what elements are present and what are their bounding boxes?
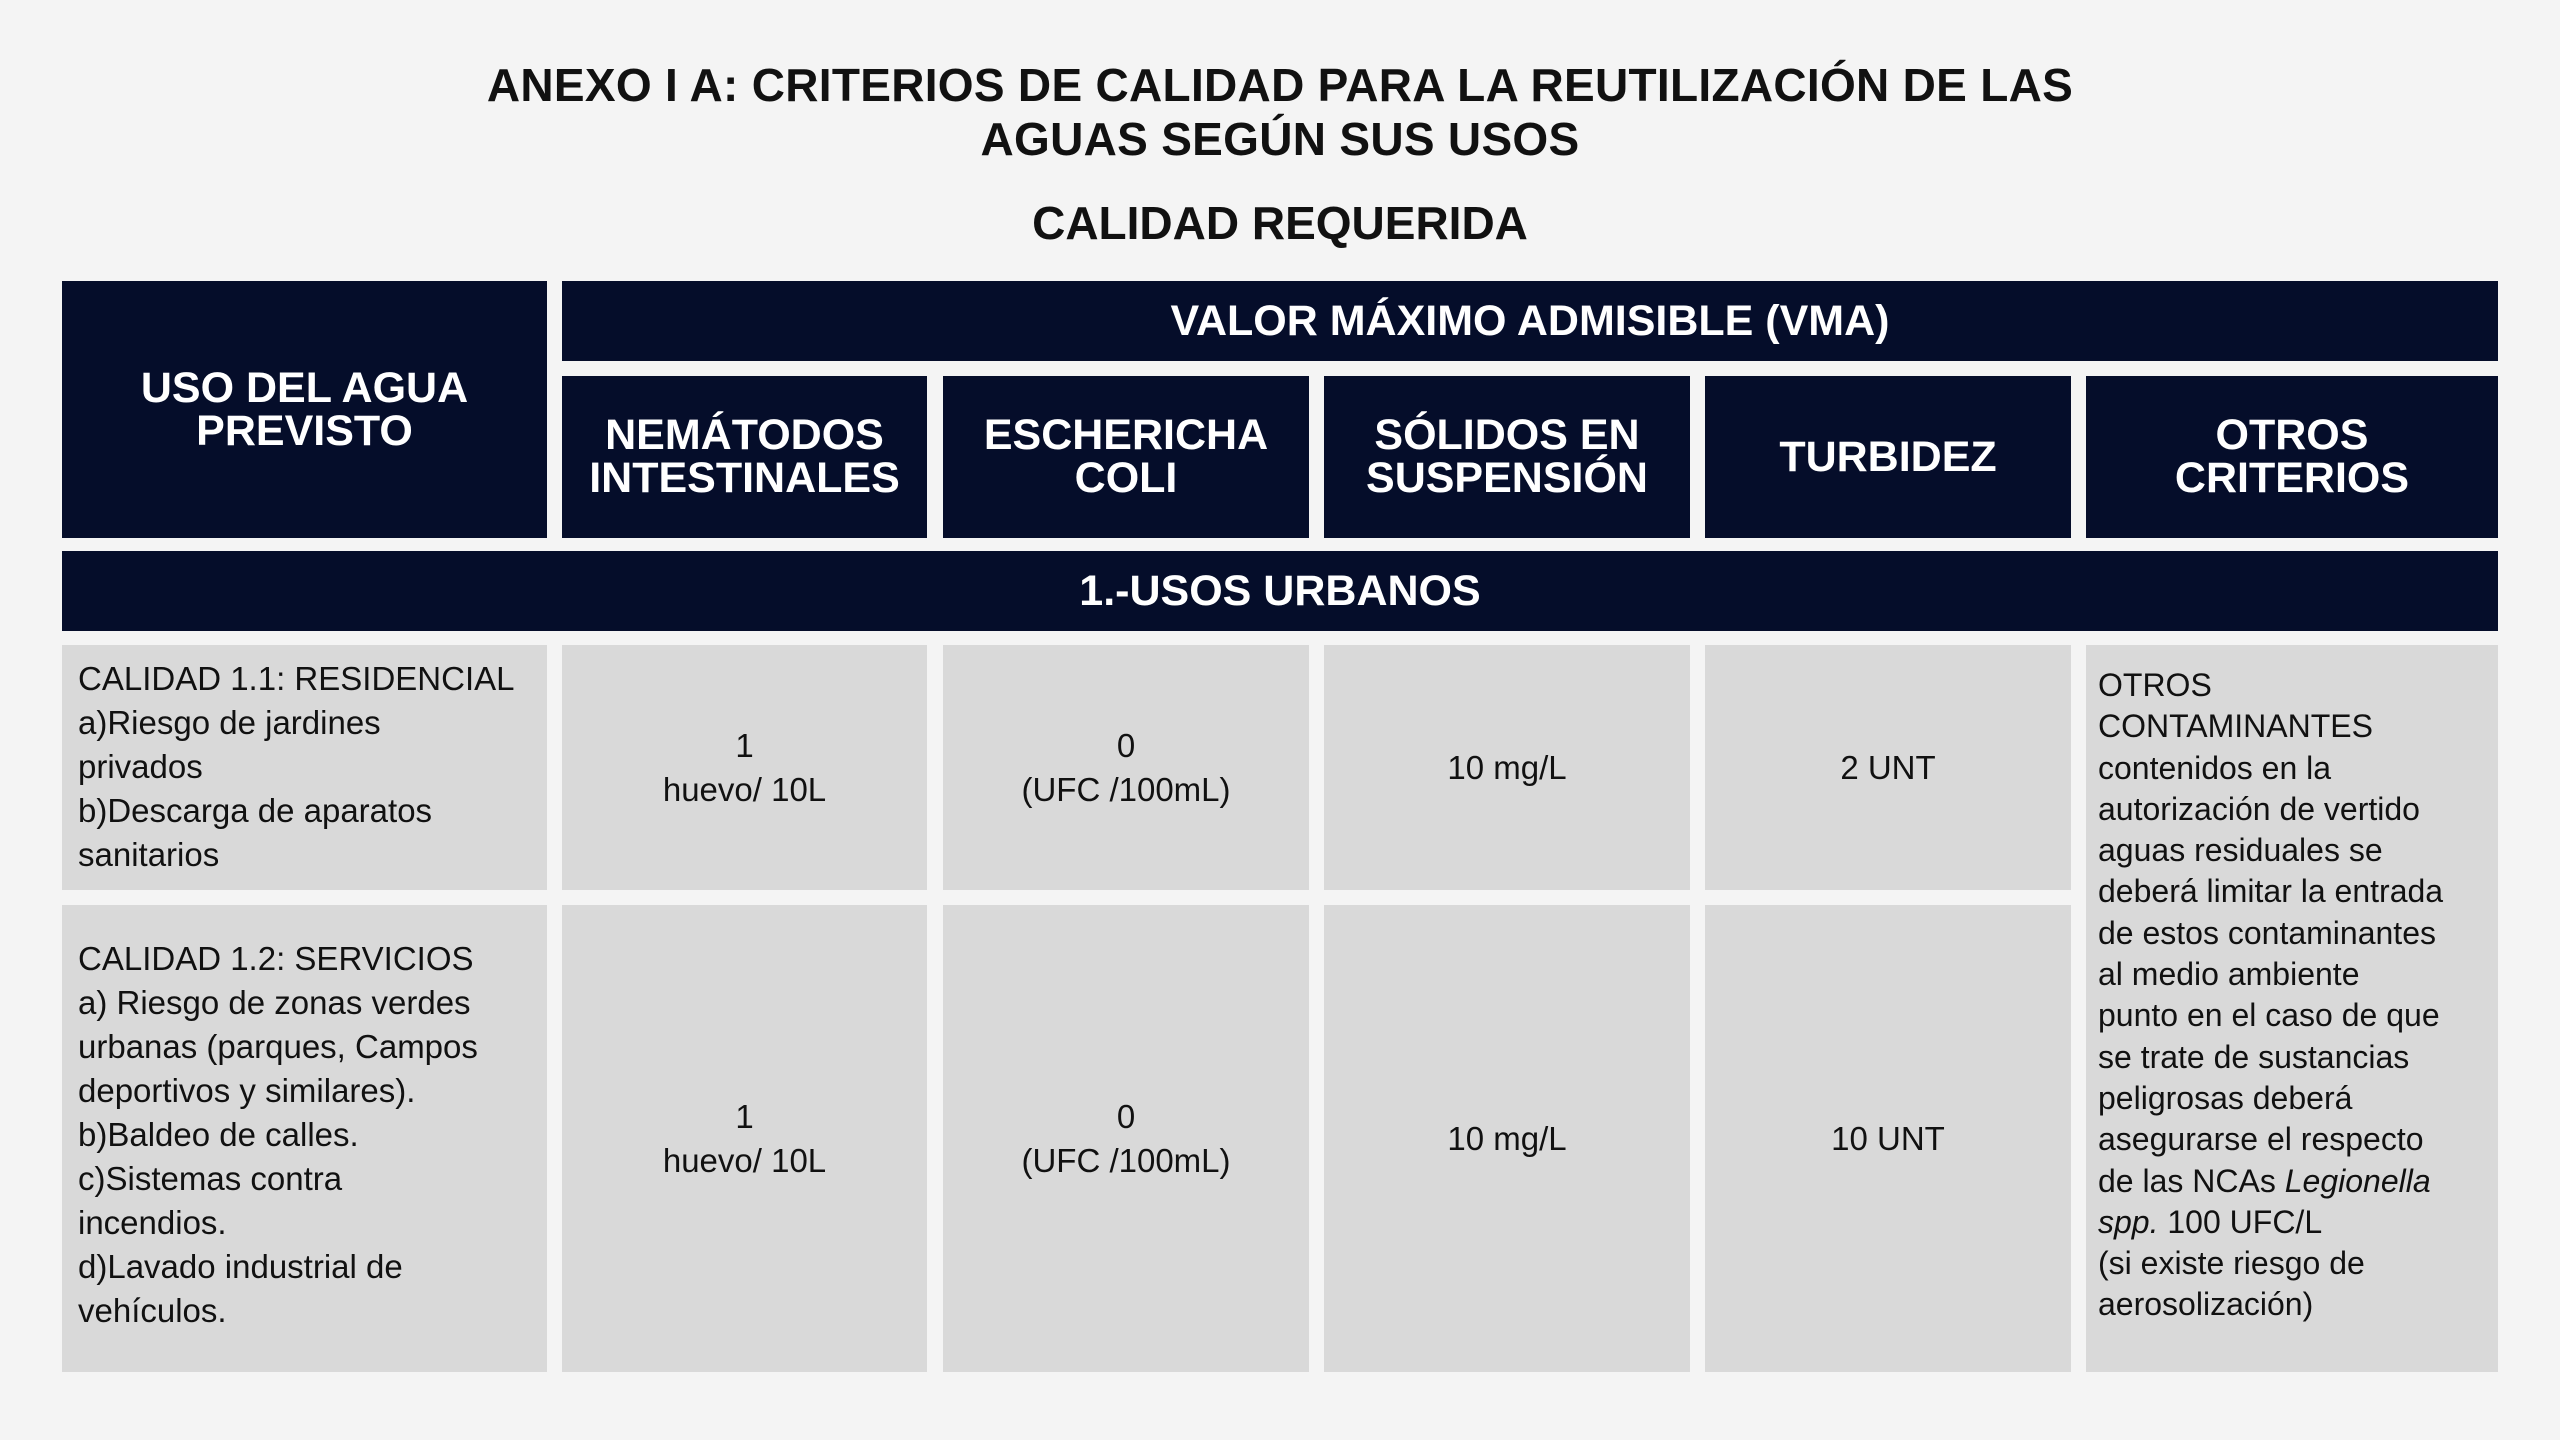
row-2-nematodos	[562, 905, 927, 1372]
row-1-ecoli	[943, 645, 1309, 890]
otros-line: peligrosas deberá	[2098, 1079, 2353, 1116]
row-1-uso-line: privados	[78, 748, 203, 785]
otros-legionella: Legionella	[2284, 1162, 2431, 1199]
header-col-ecoli-line-1: ESCHERICHA	[983, 411, 1269, 459]
otros-line: OTROS	[2098, 667, 2212, 703]
row-1-solidos-value: 10 mg/L	[1447, 748, 1567, 786]
otros-line: punto en el caso de que	[2098, 997, 2440, 1034]
row-2-nematodos-unit: huevo/ 10L	[662, 1141, 827, 1179]
otros-line: se trate de sustancias	[2098, 1038, 2410, 1075]
header-col-nematodos-line-1: NEMÁTODOS	[605, 411, 884, 459]
row-1-uso	[62, 645, 547, 890]
row-1-turbidez	[1705, 645, 2071, 890]
header-col-otros	[2086, 376, 2498, 538]
otros-criterios-cell	[2086, 645, 2498, 1372]
row-2-solidos-value: 10 mg/L	[1447, 1119, 1567, 1157]
row-2-uso-line: c)Sistemas contra	[78, 1160, 343, 1197]
otros-line: (si existe riesgo de	[2098, 1245, 2365, 1282]
otros-line: autorización de vertido	[2098, 790, 2420, 827]
otros-line: contenidos en la	[2098, 749, 2332, 786]
otros-line: de estos contaminantes	[2098, 914, 2436, 951]
row-2-nematodos-value: 1	[735, 1097, 754, 1135]
otros-spp: spp.	[2098, 1203, 2159, 1240]
title-line-1: ANEXO I A: CRITERIOS DE CALIDAD PARA LA REUTILIZACIÓN DE LAS	[486, 59, 2074, 111]
row-2-ecoli-unit: (UFC /100mL)	[1021, 1141, 1231, 1179]
header-uso-line-2: PREVISTO	[196, 406, 413, 455]
otros-line-spp	[2098, 1202, 2486, 1243]
header-col-turbidez	[1705, 376, 2071, 538]
row-2-uso-line: b)Baldeo de calles.	[78, 1116, 359, 1153]
row-1-uso-line: b)Descarga de aparatos	[78, 792, 433, 829]
header-col-otros-line-2: CRITERIOS	[2174, 454, 2410, 502]
header-uso-del-agua	[62, 281, 547, 538]
row-2-ecoli	[943, 905, 1309, 1372]
header-col-nematodos	[562, 376, 927, 538]
header-col-otros-line-1: OTROS	[2215, 411, 2369, 459]
row-1-solidos	[1324, 645, 1690, 890]
row-2-uso	[62, 905, 547, 1372]
header-col-nematodos-line-2: INTESTINALES	[589, 454, 900, 502]
page-subtitle: CALIDAD REQUERIDA	[1032, 197, 1528, 249]
otros-ufc: 100 UFC/L	[2158, 1203, 2323, 1240]
row-1-turbidez-value: 2 UNT	[1840, 748, 1936, 786]
row-2-turbidez	[1705, 905, 2071, 1372]
otros-line: deberá limitar la entrada	[2098, 873, 2444, 910]
page-title	[0, 58, 2560, 166]
row-2-turbidez-value: 10 UNT	[1831, 1119, 1945, 1157]
row-1-uso-line: sanitarios	[78, 836, 220, 873]
row-1-nematodos	[562, 645, 927, 890]
row-2-uso-line: urbanas (parques, Campos	[78, 1028, 478, 1065]
header-vma: VALOR MÁXIMO ADMISIBLE (VMA)	[562, 281, 2498, 361]
row-1-uso-line: a)Riesgo de jardines	[78, 704, 381, 741]
row-1-ecoli-unit: (UFC /100mL)	[1021, 770, 1231, 808]
row-1-nematodos-unit: huevo/ 10L	[662, 770, 827, 808]
otros-line: al medio ambiente	[2098, 956, 2360, 993]
section-usos-urbanos: 1.-USOS URBANOS	[62, 551, 2498, 631]
row-2-uso-line: deportivos y similares).	[78, 1072, 416, 1109]
otros-line: asegurarse el respecto	[2098, 1121, 2424, 1158]
header-col-ecoli	[943, 376, 1309, 538]
otros-line: aguas residuales se	[2098, 832, 2383, 869]
otros-line: aerosolización)	[2098, 1286, 2314, 1323]
title-line-2: AGUAS SEGÚN SUS USOS	[980, 113, 1580, 165]
row-2-uso-line: a) Riesgo de zonas verdes	[78, 984, 471, 1021]
header-col-ecoli-line-2: COLI	[1074, 454, 1178, 502]
row-1-uso-line: CALIDAD 1.1: RESIDENCIAL	[78, 660, 515, 697]
row-1-nematodos-value: 1	[735, 726, 754, 764]
header-col-solidos-line-2: SUSPENSIÓN	[1366, 454, 1648, 502]
header-col-solidos-line-1: SÓLIDOS EN	[1374, 411, 1640, 459]
header-col-solidos	[1324, 376, 1690, 538]
row-2-solidos	[1324, 905, 1690, 1372]
row-2-uso-line: vehículos.	[78, 1292, 227, 1329]
otros-line: CONTAMINANTES	[2098, 708, 2373, 745]
row-1-ecoli-value: 0	[1116, 726, 1136, 764]
row-2-uso-line: CALIDAD 1.2: SERVICIOS	[78, 940, 474, 977]
otros-line-legionella	[2098, 1161, 2486, 1202]
row-2-ecoli-value: 0	[1116, 1097, 1136, 1135]
header-uso-line-1: USO DEL AGUA	[140, 363, 469, 412]
row-2-uso-line: incendios.	[78, 1204, 227, 1241]
header-col-turbidez-line-1: TURBIDEZ	[1779, 432, 1997, 481]
otros-ncas-prefix: de las NCAs	[2098, 1162, 2285, 1199]
row-2-uso-line: d)Lavado industrial de	[78, 1248, 403, 1285]
